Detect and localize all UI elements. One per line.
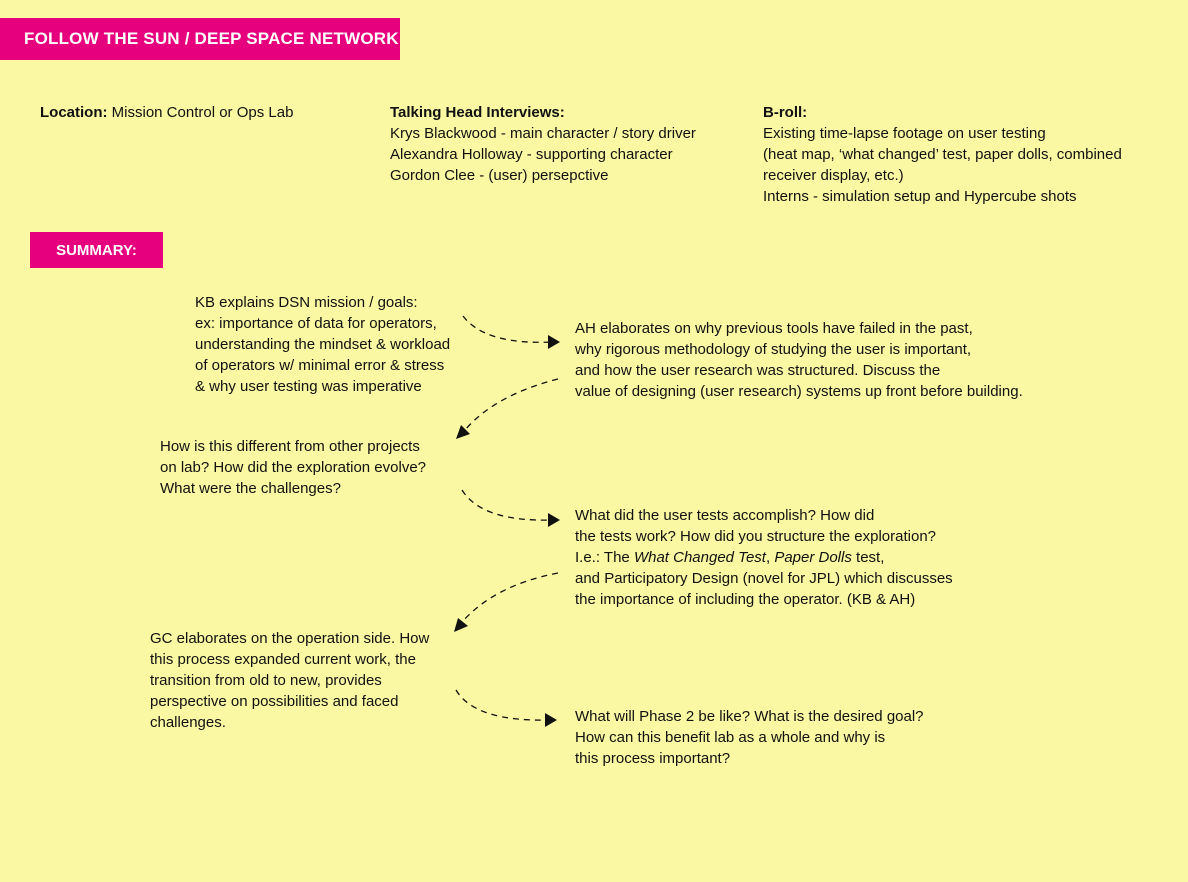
flow-line: why rigorous methodology of studying the user is important, — [575, 341, 972, 358]
broll-line: receiver display, etc.) — [763, 167, 904, 184]
flow-line: this process important? — [575, 750, 731, 767]
flow-line: transition from old to new, provides — [150, 672, 382, 689]
flow-line: What will Phase 2 be like? What is the desired goal? — [575, 708, 924, 725]
broll-line: Interns - simulation setup and Hypercube shots — [763, 188, 1077, 205]
flow-line: value of designing (user research) systems up front before building. — [575, 383, 1023, 400]
flow-line: the importance of including the operator. (KB & AH) — [575, 591, 916, 608]
interviews-title: Talking Head Interviews: — [390, 104, 565, 121]
flow-line: & why user testing was imperative — [195, 378, 422, 395]
dashed-arrow-right — [463, 316, 552, 342]
arrowhead-icon — [548, 513, 560, 527]
what-changed-test: What Changed Test — [633, 549, 766, 566]
interview-item: Krys Blackwood - main character / story driver — [390, 125, 696, 142]
location-value: Mission Control or Ops Lab — [111, 104, 294, 121]
flow-line: and Participatory Design (novel for JPL) which discusses — [575, 570, 953, 587]
flow-line: and how the user research was structured. Discuss the — [575, 362, 941, 379]
flow-line: What were the challenges? — [160, 480, 341, 497]
dashed-arrow-left — [462, 573, 558, 622]
dashed-arrow-right — [456, 690, 550, 720]
interview-item: Gordon Clee - (user) persepctive — [390, 167, 609, 184]
dashed-arrow-left — [465, 379, 558, 430]
interview-item: Alexandra Holloway - supporting character — [390, 146, 673, 163]
flow-line: this process expanded current work, the — [150, 651, 416, 668]
location-label: Location: — [40, 104, 108, 121]
arrowhead-icon — [548, 335, 560, 349]
flow-line: GC elaborates on the operation side. How — [150, 630, 430, 647]
flow-line: perspective on possibilities and faced — [150, 693, 399, 710]
broll-title: B-roll: — [763, 104, 808, 121]
arrowhead-icon — [545, 713, 557, 727]
arrowhead-icon — [454, 618, 468, 632]
paper-dolls: Paper Dolls — [774, 549, 852, 566]
broll-line: (heat map, ‘what changed’ test, paper dolls, combined — [763, 146, 1122, 163]
flow-line: of operators w/ minimal error & stress — [195, 357, 445, 374]
flow-line: KB explains DSN mission / goals: — [195, 294, 418, 311]
flow-line: AH elaborates on why previous tools have failed in the past, — [575, 320, 973, 337]
flow-line: What did the user tests accomplish? How did — [575, 507, 875, 524]
broll-line: Existing time-lapse footage on user testing — [763, 125, 1046, 142]
ie-suffix: test, — [851, 549, 885, 566]
dashed-arrow-right — [462, 490, 552, 520]
flow-line: How can this benefit lab as a whole and why is — [575, 729, 886, 746]
flow-line: ex: importance of data for operators, — [195, 315, 437, 332]
flow-line: on lab? How did the exploration evolve? — [160, 459, 427, 476]
ie-prefix: I.e.: The — [575, 549, 634, 566]
flow-line: challenges. — [150, 714, 226, 731]
flow-line: understanding the mindset & workload — [195, 336, 451, 353]
flow-line: How is this different from other projects — [160, 438, 420, 455]
summary-label: SUMMARY: — [56, 241, 137, 259]
ie-comma: , — [765, 549, 775, 566]
flow-line: the tests work? How did you structure the exploration? — [575, 528, 937, 545]
page-title: FOLLOW THE SUN / DEEP SPACE NETWORK — [24, 29, 399, 48]
